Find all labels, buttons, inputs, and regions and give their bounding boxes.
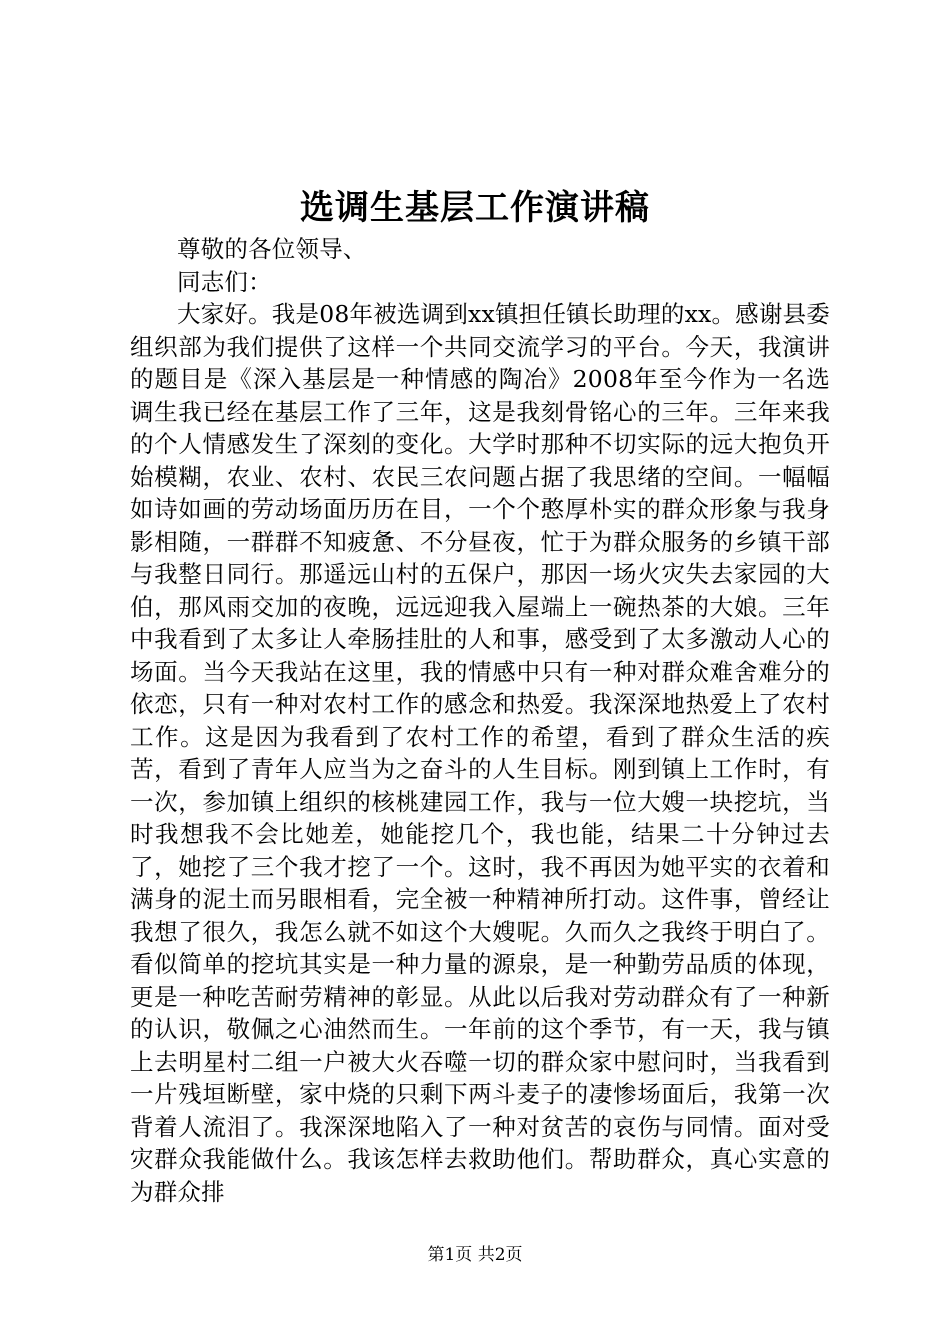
greeting-line-1: 尊敬的各位领导、 <box>177 235 367 263</box>
document-body <box>130 233 830 1208</box>
body-paragraph: 大家好。我是08年被选调到xx镇担任镇长助理的xx。感谢县委组织部为我们提供了这样一个共同交流学习的平台。今天，我演讲的题目是《深入基层是一种情感的陶冶》2008年至今作为一名选调生我已经在基层工作了三年，这是我刻骨铭心的三年。三年来我的个人情感发生了深刻的变化。大学时那种不切实际的远大抱负开始模糊，农业、农村、农民三农问题占据了我思绪的空间。一幅幅如诗如画的劳动场面历历在目，一个个憨厚朴实的群众形象与我身影相随，一群群不知疲惫、不分昼夜，忙于为群众服务的乡镇干部与我整日同行。那遥远山村的五保户，那因一场火灾失去家园的大伯，那风雨交加的夜晚，远远迎我入屋端上一碗热茶的大娘。三年中我看到了太多让人牵肠挂肚的人和事，感受到了太多激动人心的场面。当今天我站在这里，我的情感中只有一种对群众难舍难分的依恋，只有一种对农村工作的感念和热爱。我深深地热爱上了农村工作。这是因为我看到了农村工作的希望，看到了群众生活的疾苦，看到了青年人应当为之奋斗的人生目标。刚到镇上工作时，有一次，参加镇上组织的核桃建园工作，我与一位大嫂一块挖坑，当时我想我不会比她差，她能挖几个，我也能，结果二十分钟过去了，她挖了三个我才挖了一个。这时，我不再因为她平实的衣着和满身的泥土而另眼相看，完全被一种精神所打动。这件事，曾经让我想了很久，我怎么就不如这个大嫂呢。久而久之我终于明白了。看似简单的挖坑其实是一种力量的源泉，是一种勤劳品质的体现，更是一种吃苦耐劳精神的彰显。从此以后我对劳动群众有了一种新的认识，敬佩之心油然而生。一年前的这个季节，有一天，我与镇上去明星村二组一户被大火吞噬一切的群众家中慰问时，当我看到一片残垣断壁，家中烧的只剩下两斗麦子的凄惨场面后，我第一次背着人流泪了。我深深地陷入了一种对贫苦的哀伤与同情。面对受灾群众我能做什么。我该怎样去救助他们。帮助群众，真心实意的为群众排 <box>130 300 830 1206</box>
page-indicator: 第1页 共2页 <box>427 1245 523 1265</box>
document-title: 选调生基层工作演讲稿 <box>300 188 650 228</box>
greeting-line-2: 同志们： <box>177 267 272 296</box>
